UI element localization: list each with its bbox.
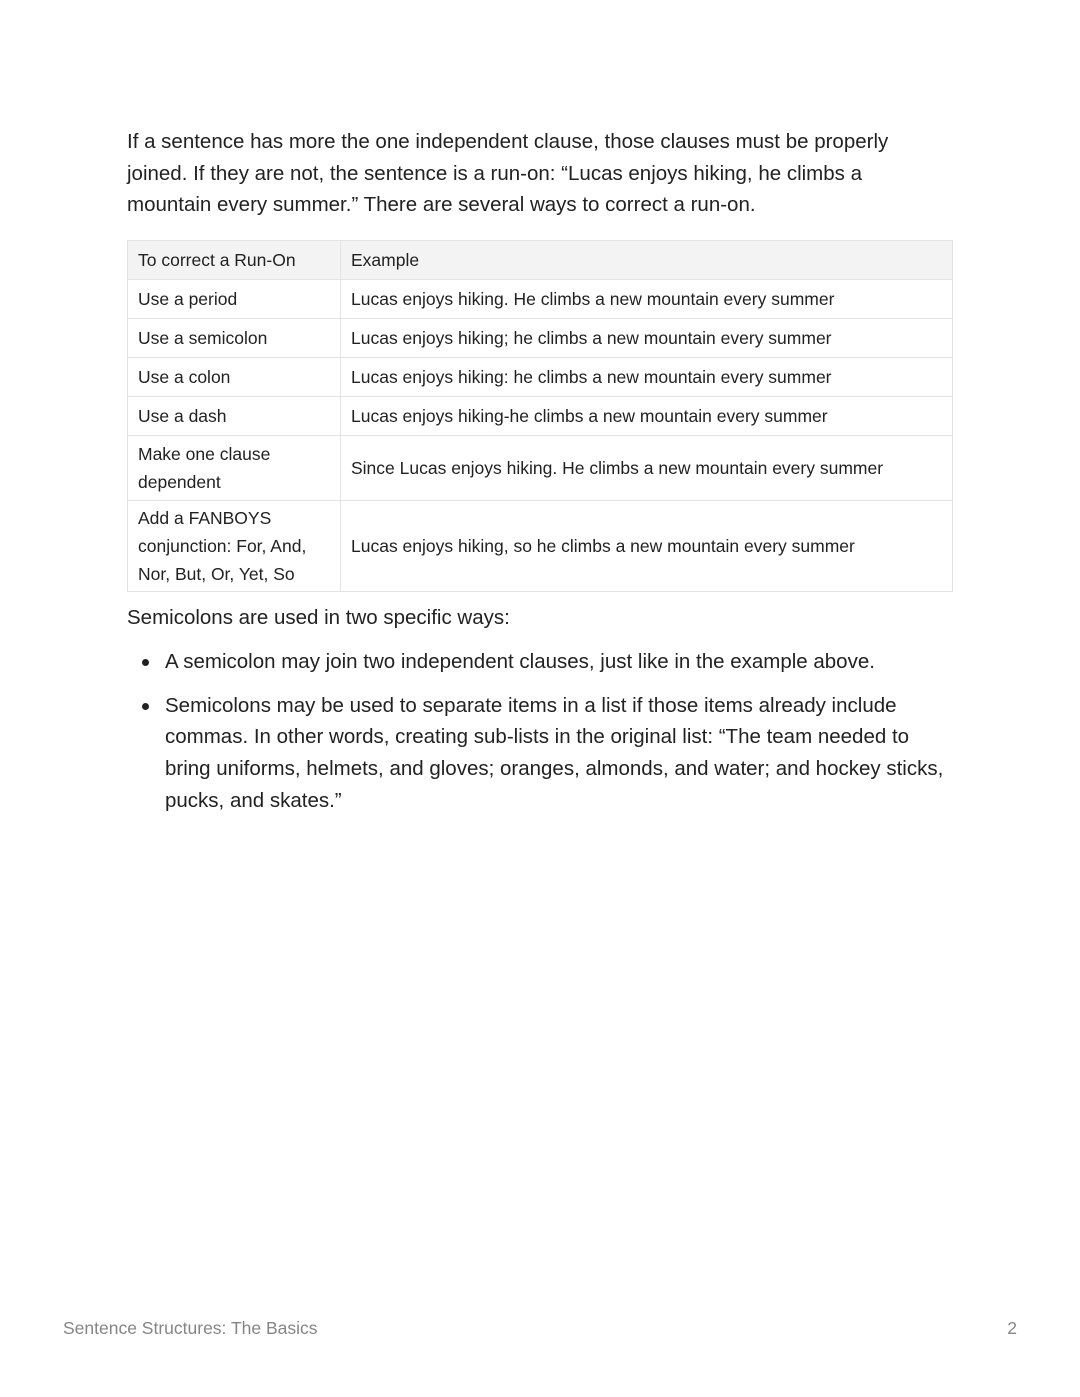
table-cell-example: Lucas enjoys hiking, so he climbs a new mountain every summer [341, 501, 953, 592]
page-number: 2 [1007, 1318, 1017, 1338]
run-on-correction-table [127, 240, 953, 592]
list-item-text: Semicolons may be used to separate items in a list if those items already include commas. In other words, creating sub-lists in the original list: “The team needed to bring uniforms, helmets, and gloves; oranges, almonds, and water; and hockey sticks, pucks, and skates.” [165, 693, 944, 812]
table-cell-method: Use a period [128, 280, 341, 319]
list-item [127, 690, 947, 817]
table-cell-method: Use a semicolon [128, 319, 341, 358]
table-cell-example: Since Lucas enjoys hiking. He climbs a new mountain every summer [341, 436, 953, 501]
table-header-example: Example [341, 241, 953, 280]
table-cell-example: Lucas enjoys hiking-he climbs a new mountain every summer [341, 397, 953, 436]
table-row [128, 397, 953, 436]
intro-paragraph: If a sentence has more the one independent clause, those clauses must be properly joined. If they are not, the sentence is a run-on: “Lucas enjoys hiking, he climbs a mountain every summer.” There are several ways to correct a run-on. [127, 130, 889, 217]
table-cell-example: Lucas enjoys hiking: he climbs a new mountain every summer [341, 358, 953, 397]
semicolon-uses-list [127, 646, 947, 829]
table-cell-example: Lucas enjoys hiking; he climbs a new mountain every summer [341, 319, 953, 358]
table-header-method: To correct a Run-On [128, 241, 341, 280]
table-row [128, 280, 953, 319]
semicolons-heading: Semicolons are used in two specific ways: [127, 606, 510, 629]
bullet-icon [142, 703, 149, 710]
table-row [128, 358, 953, 397]
table-cell-method: Add a FANBOYS conjunction: For, And, Nor, But, Or, Yet, So [128, 501, 341, 592]
table-row [128, 436, 953, 501]
bullet-icon [142, 659, 149, 666]
table-cell-method: Use a colon [128, 358, 341, 397]
list-item [127, 646, 947, 678]
table-cell-method: Use a dash [128, 397, 341, 436]
list-item-text: A semicolon may join two independent clauses, just like in the example above. [165, 650, 875, 673]
footer-document-title: Sentence Structures: The Basics [63, 1318, 318, 1338]
table-cell-example: Lucas enjoys hiking. He climbs a new mountain every summer [341, 280, 953, 319]
table-cell-method: Make one clause dependent [128, 436, 341, 501]
table-row [128, 319, 953, 358]
table-header-row [128, 241, 953, 280]
table-row [128, 501, 953, 592]
